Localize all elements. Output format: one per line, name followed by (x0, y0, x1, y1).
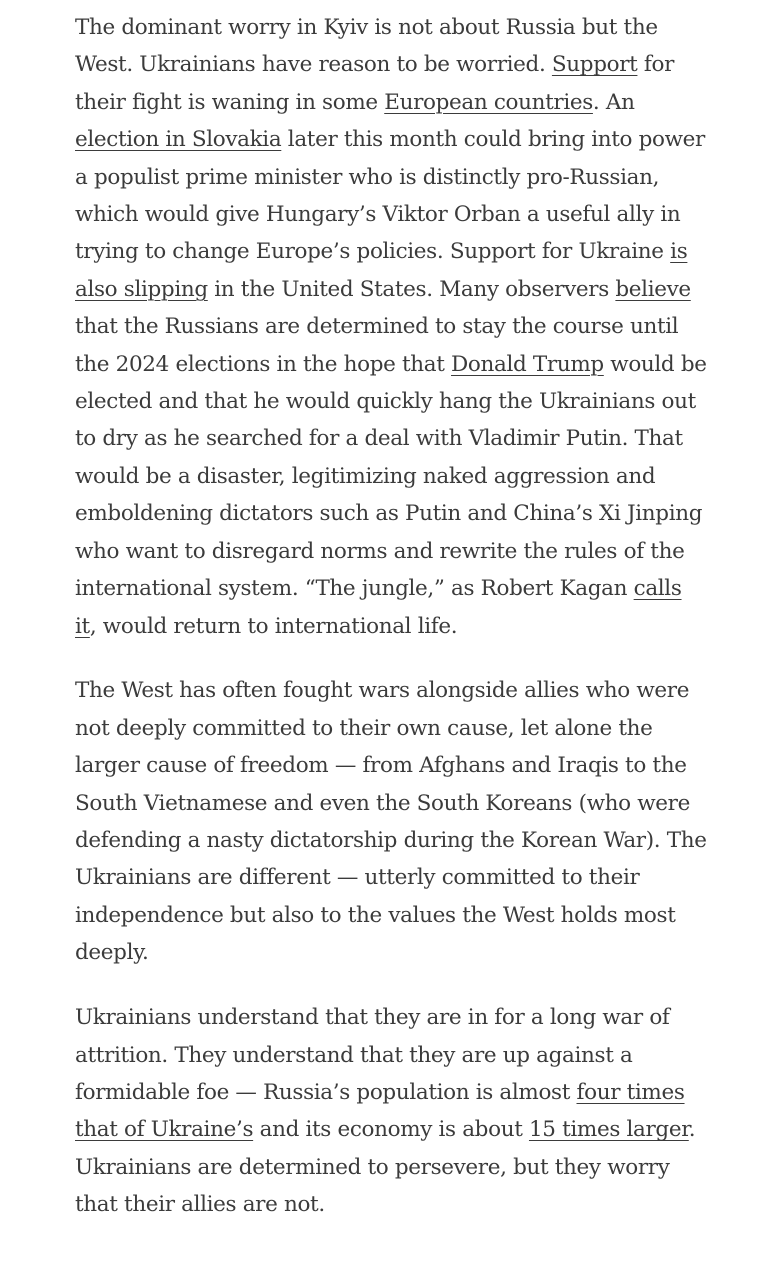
article-body (75, 9, 709, 1224)
paragraph-text: Ukrainians understand that they are in for a long war of attrition. They understand that they are up against a formidable foe — Russia’s population is almost (75, 1005, 670, 1105)
paragraph-text: . An (592, 89, 635, 115)
link-15-times-larger[interactable]: 15 times larger (528, 1117, 689, 1143)
paragraph-text: , would return to international life. (89, 613, 458, 639)
paragraph-text: that the Russians are determined to stay the course until the 2024 elections in the hope that (75, 314, 679, 377)
link-donald-trump[interactable]: Donald Trump (451, 351, 604, 377)
link-calls-it[interactable]: calls it (75, 576, 682, 639)
paragraph-text: for their fight is waning in some (75, 52, 675, 115)
link-believe[interactable]: believe (615, 276, 691, 302)
link-election-in-slovakia[interactable]: election in Slovakia (75, 127, 282, 153)
link-european-countries[interactable]: European countries (384, 89, 593, 115)
paragraph (75, 999, 709, 1223)
paragraph (75, 9, 709, 645)
paragraph-text: later this month could bring into power a populist prime minister who is distinctly pro-Russian, which would give Hungary’s Viktor Orban a useful ally in trying to change Europe’s policies. Support for Ukraine (75, 127, 705, 265)
paragraph-text: The West has often fought wars alongside allies who were not deeply committed to their own cause, let alone the larger cause of freedom — from Afghans and Iraqis to the South Vietnamese and even the South Koreans (who were defending a nasty dictatorship during the Korean War). The Ukrainians are different — utterly committed to their independence but also to the values the West holds most deeply. (75, 678, 707, 966)
paragraph-text: . Ukrainians are determined to persevere, but they worry that their allies are not. (75, 1117, 696, 1218)
paragraph-text: in the United States. Many observers (207, 276, 616, 302)
paragraph-text: and its economy is about (253, 1117, 529, 1143)
link-is-also-slipping[interactable]: is also slipping (75, 239, 688, 302)
paragraph-text: would be elected and that he would quickly hang the Ukrainians out to dry as he searched for a deal with Vladimir Putin. That would be a disaster, legitimizing naked aggression and emboldening dictators such as Putin and China’s Xi Jinping who want to disregard norms and rewrite the rules of the international system. “The jungle,” as Robert Kagan (75, 351, 707, 602)
link-four-times-that-of-ukraines[interactable]: four times that of Ukraine’s (75, 1079, 685, 1143)
paragraph-text: The dominant worry in Kyiv is not about Russia but the West. Ukrainians have reason to be worried. (75, 15, 658, 78)
paragraph (75, 672, 709, 971)
link-support[interactable]: Support (551, 52, 638, 78)
